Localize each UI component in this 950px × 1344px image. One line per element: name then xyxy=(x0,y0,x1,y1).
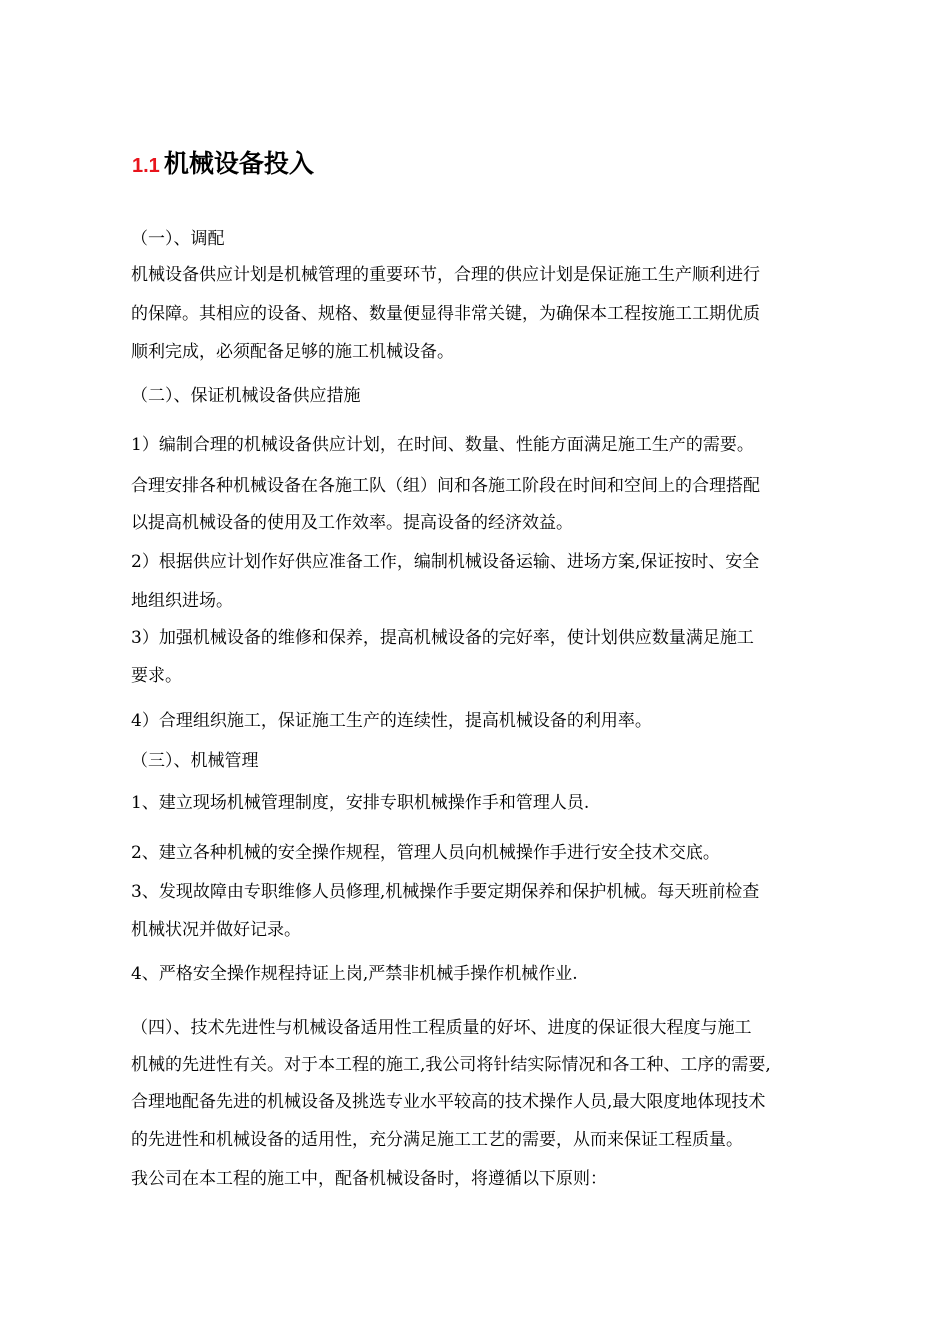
section-number: 1.1 xyxy=(132,155,160,177)
paragraph-line: 4）合理组织施工，保证施工生产的连续性，提高机械设备的利用率。 xyxy=(131,711,652,731)
paragraph-line: 1）编制合理的机械设备供应计划，在时间、数量、性能方面满足施工生产的需要。 xyxy=(131,435,754,455)
paragraph-line: 的保障。其相应的设备、规格、数量便显得非常关键，为确保本工程按施工工期优质 xyxy=(131,304,760,324)
subheading-allocation: （一）、调配 xyxy=(131,229,225,249)
paragraph-line: 的先进性和机械设备的适用性，充分满足施工工艺的需要，从而来保证工程质量。 xyxy=(131,1130,743,1150)
paragraph-line: 合理安排各种机械设备在各施工队（组）间和各施工阶段在时间和空间上的合理搭配 xyxy=(131,476,760,496)
subheading-technology: （四）、技术先进性与机械设备适用性工程质量的好坏、进度的保证很大程度与施工 xyxy=(131,1018,752,1038)
paragraph-line: 我公司在本工程的施工中，配备机械设备时，将遵循以下原则： xyxy=(131,1169,607,1189)
section-heading xyxy=(132,146,314,185)
paragraph-line: 机械设备供应计划是机械管理的重要环节，合理的供应计划是保证施工生产顺利进行 xyxy=(131,265,760,285)
paragraph-line: 机械的先进性有关。对于本工程的施工,我公司将针结实际情况和各工种、工序的需要, xyxy=(131,1055,771,1075)
paragraph-line: 地组织进场。 xyxy=(131,591,233,611)
paragraph-line: 合理地配备先进的机械设备及挑选专业水平较高的技术操作人员,最大限度地体现技术 xyxy=(131,1092,766,1112)
section-title: 机械设备投入 xyxy=(163,149,314,178)
subheading-supply-measures: （二）、保证机械设备供应措施 xyxy=(131,386,361,406)
subheading-machinery-management: （三）、机械管理 xyxy=(131,751,259,771)
paragraph-line: 以提高机械设备的使用及工作效率。提高设备的经济效益。 xyxy=(131,513,573,533)
paragraph-line: 4、严格安全操作规程持证上岗,严禁非机械手操作机械作业. xyxy=(131,964,578,984)
paragraph-line: 1、建立现场机械管理制度，安排专职机械操作手和管理人员. xyxy=(131,793,590,813)
paragraph-line: 要求。 xyxy=(131,666,182,686)
paragraph-line: 机械状况并做好记录。 xyxy=(131,920,301,940)
paragraph-line: 3、发现故障由专职维修人员修理,机械操作手要定期保养和保护机械。每天班前检查 xyxy=(131,882,760,902)
paragraph-line: 2）根据供应计划作好供应准备工作，编制机械设备运输、进场方案,保证按时、安全 xyxy=(131,552,760,572)
paragraph-line: 3）加强机械设备的维修和保养，提高机械设备的完好率，使计划供应数量满足施工 xyxy=(131,628,754,648)
paragraph-line: 2、建立各种机械的安全操作规程，管理人员向机械操作手进行安全技术交底。 xyxy=(131,843,720,863)
paragraph-line: 顺利完成，必须配备足够的施工机械设备。 xyxy=(131,342,454,362)
